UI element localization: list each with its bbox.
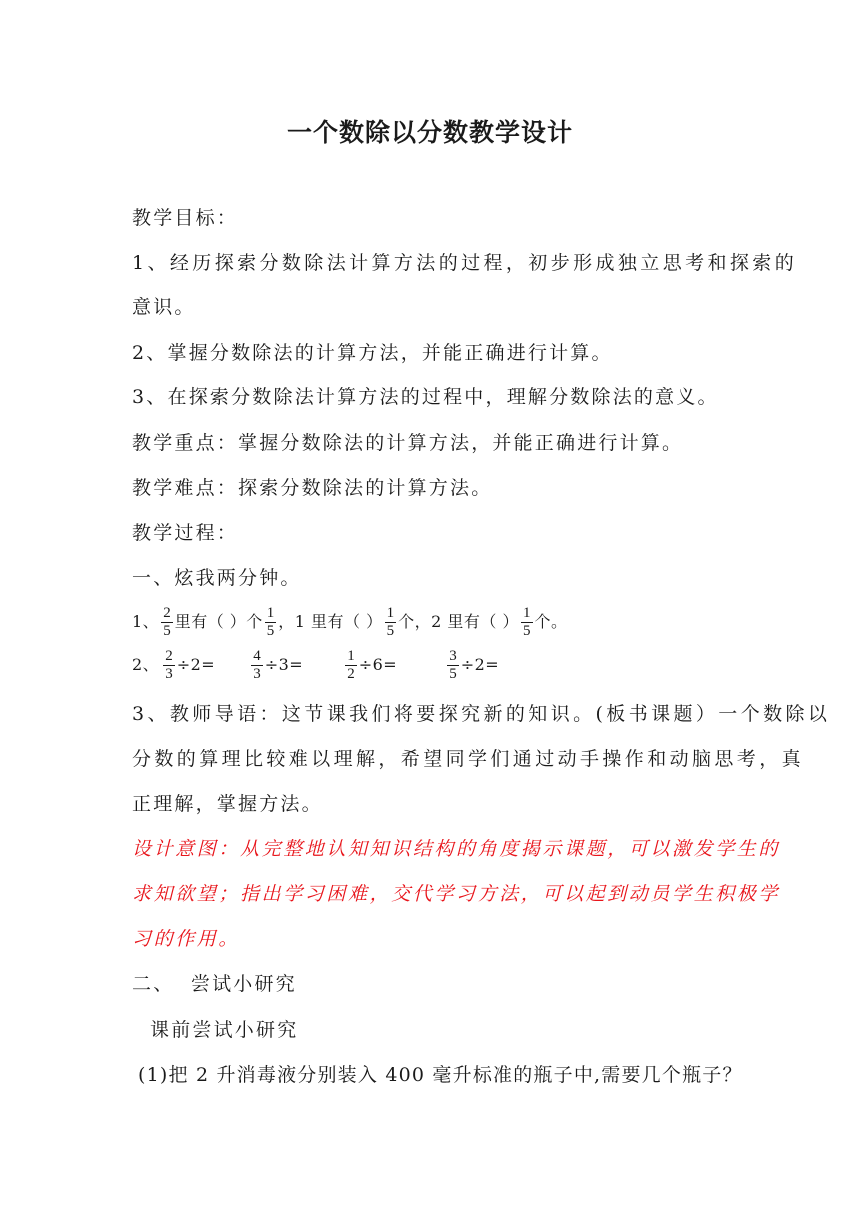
fraction: $\frac{1}{2}$ [347,648,355,682]
problem-1: (1)把 2 升消毒液分别装入 400 毫升标准的瓶子中,需要几个瓶子？ [138,1064,743,1086]
division-expression: ÷6= [358,655,398,674]
question-1-text: ，1 里有（ ） [278,612,383,631]
question-1-text: 个。 [534,612,568,631]
division-expression: ÷3= [264,655,304,674]
question-1-text: 个，2 里有（ ） [398,612,519,631]
goal-1-line-2: 意识。 [132,296,196,318]
document-title: 一个数除以分数教学设计 [286,118,573,147]
key-point: 教学重点：掌握分数除法的计算方法，并能正确进行计算。 [132,432,684,454]
fraction: $\frac{3}{5}$ [449,648,457,682]
design-intent-line-1: 设计意图：从完整地认知知识结构的角度揭示课题，可以激发学生的 [132,838,781,860]
difficulty: 教学难点：探索分数除法的计算方法。 [132,477,493,499]
division-expression: ÷2= [460,655,500,674]
question-1 [132,602,732,642]
fraction: $\frac{1}{5}$ [266,605,275,639]
division-expression: ÷2= [176,655,216,674]
question-2-prefix: 2、 [132,655,160,674]
section-1-heading: 一、炫我两分钟。 [132,567,302,589]
goals-heading: 教学目标： [132,207,239,229]
design-intent-line-2: 求知欲望；指出学习困难，交代学习方法，可以起到动员学生积极学 [132,883,781,905]
section-2-heading: 二、 尝试小研究 [132,973,297,995]
fraction: $\frac{2}{3}$ [165,648,173,682]
fraction: $\frac{1}{5}$ [523,605,531,639]
fraction: $\frac{2}{5}$ [163,605,171,639]
question-3-line-1: 3、教师导语：这节课我们将要探究新的知识。(板书课题）一个数除以 [132,703,831,725]
fraction: $\frac{4}{3}$ [253,648,261,682]
goal-3: 3、在探索分数除法计算方法的过程中，理解分数除法的意义。 [132,386,719,408]
question-1-prefix: 1、 [132,612,160,631]
question-1-text: 里有（ ）个 [174,612,263,631]
question-3-line-3: 正理解，掌握方法。 [132,793,323,815]
question-3-line-2: 分数的算理比较难以理解，希望同学们通过动手操作和动脑思考，真 [132,748,805,770]
question-2 [132,645,732,685]
goal-1-line-1: 1、经历探索分数除法计算方法的过程，初步形成独立思考和探索的 [132,252,798,274]
design-intent-line-3: 习的作用。 [132,928,241,950]
fraction: $\frac{1}{5}$ [386,605,395,639]
process-heading: 教学过程： [132,522,239,544]
goal-2: 2、掌握分数除法的计算方法，并能正确进行计算。 [132,342,613,364]
pre-study-heading: 课前尝试小研究 [150,1019,299,1041]
